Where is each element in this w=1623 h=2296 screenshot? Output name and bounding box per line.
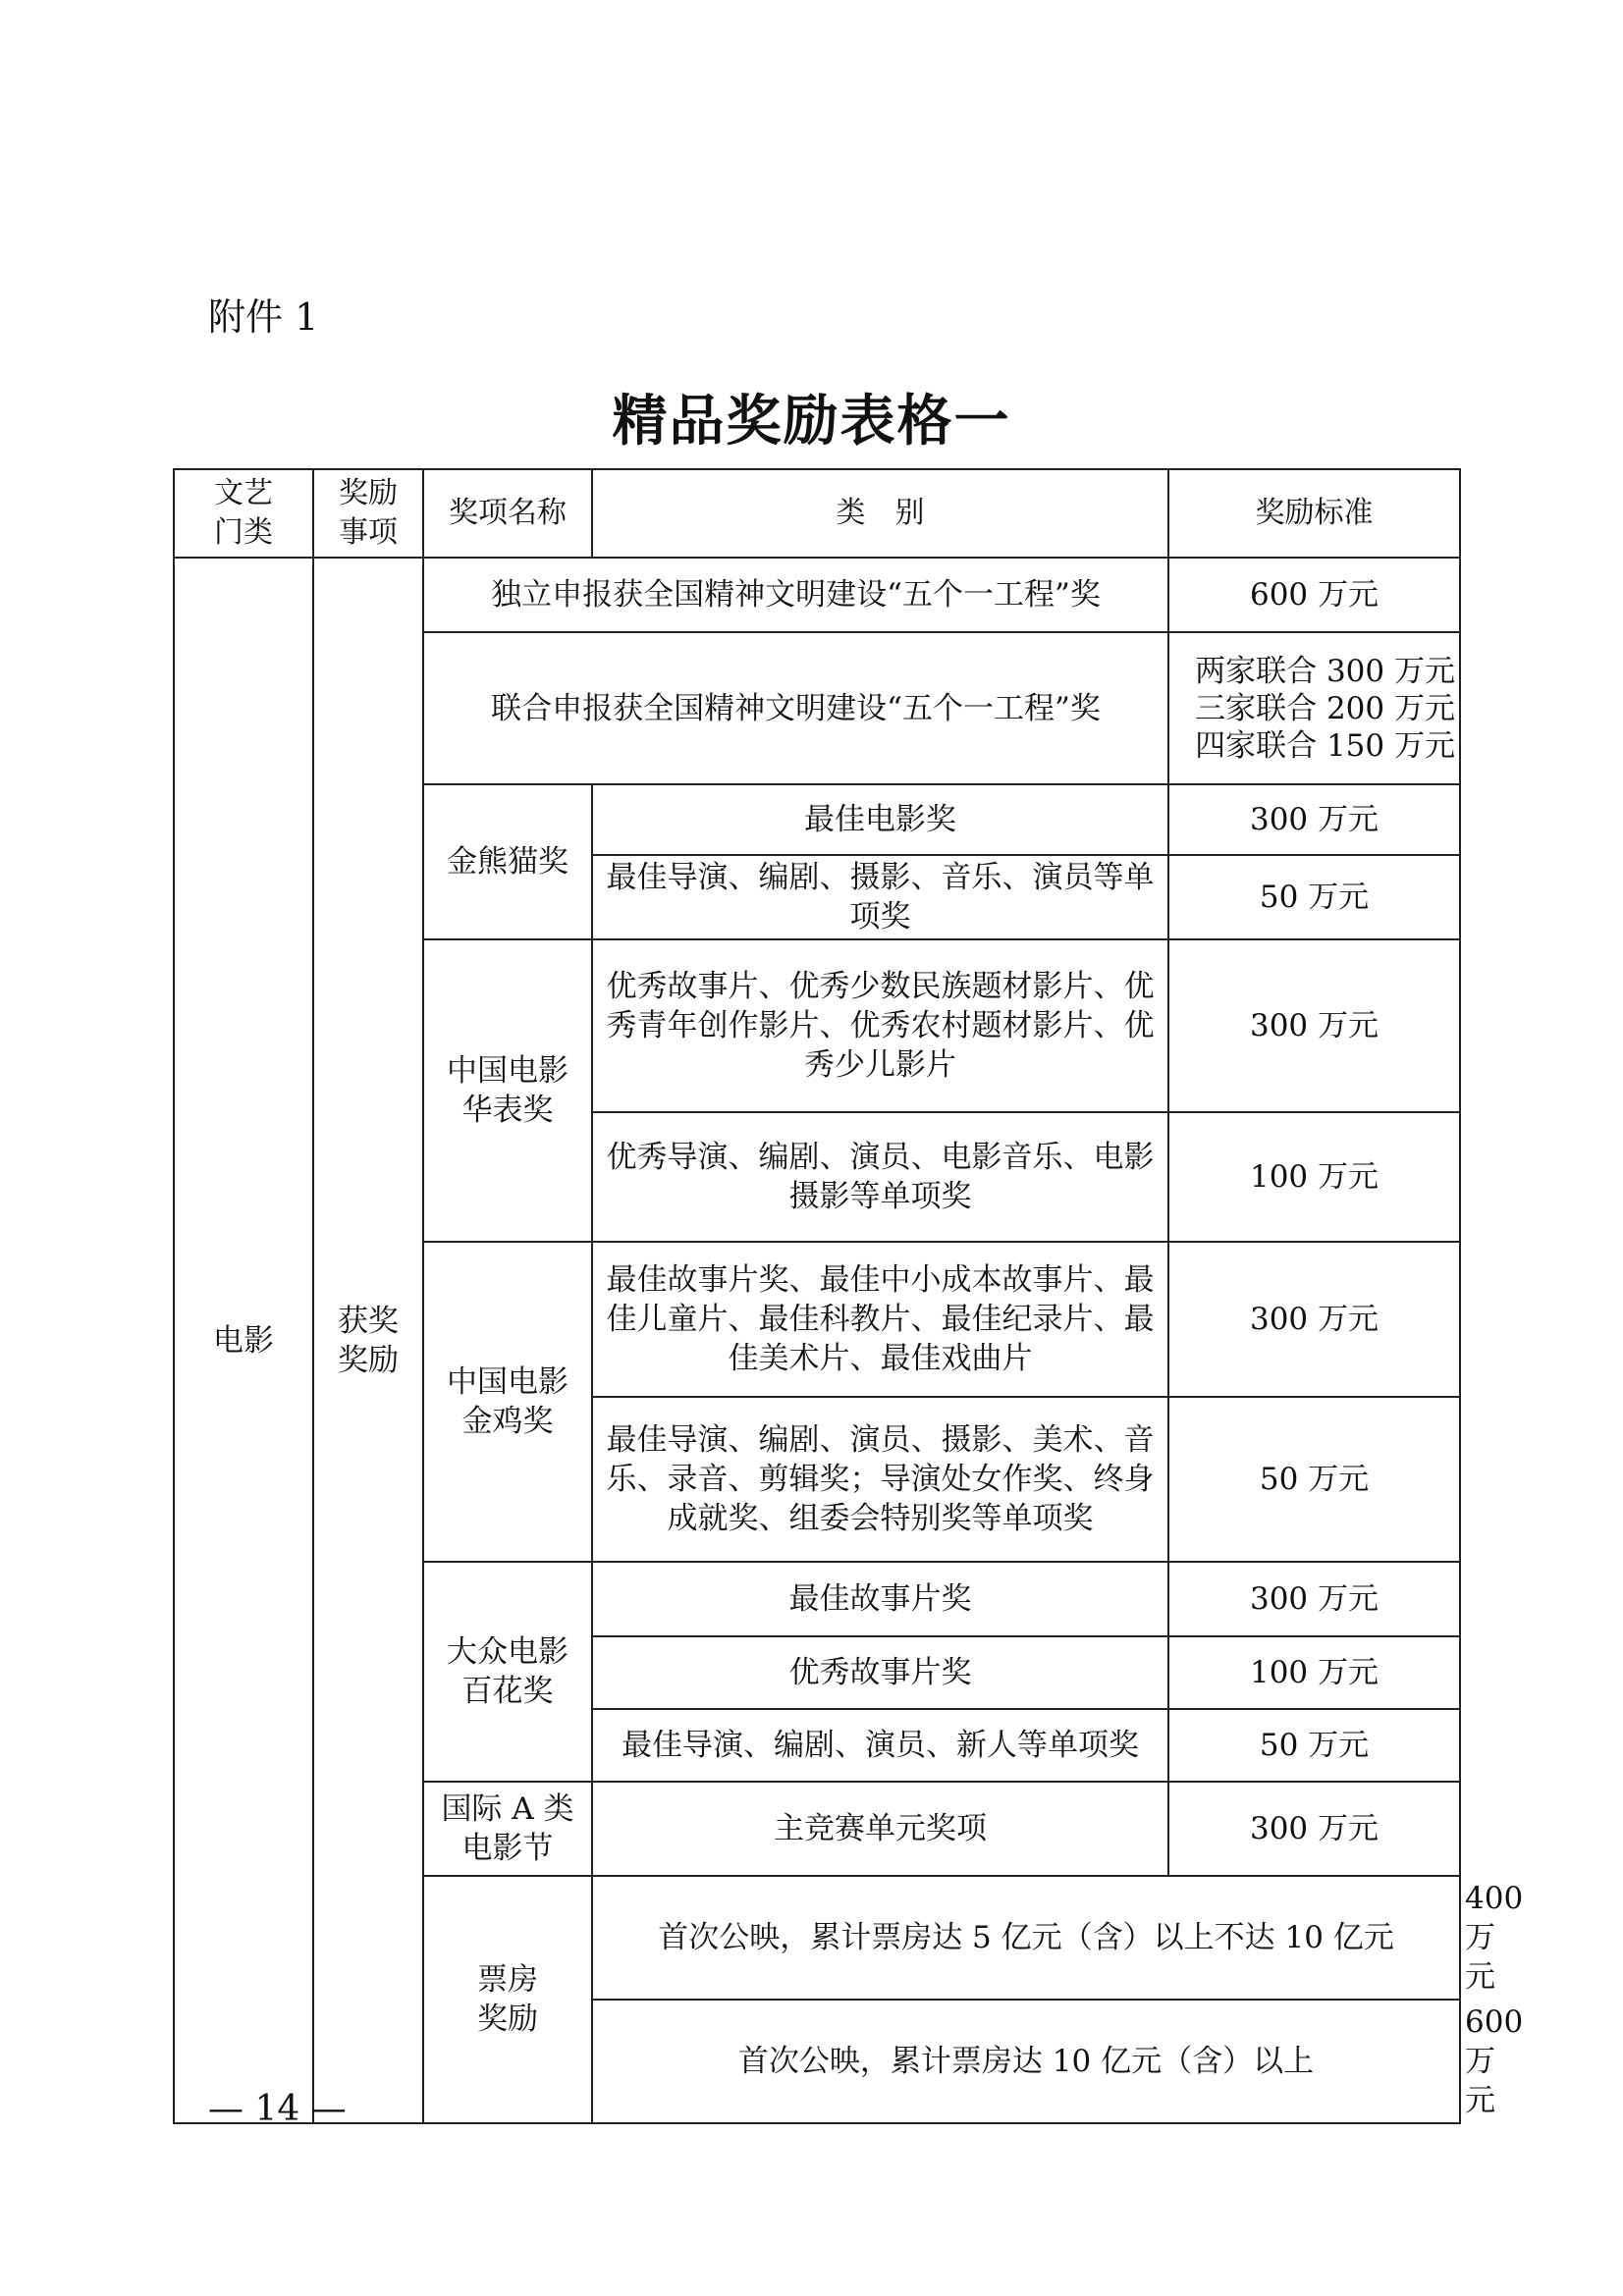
table-row: 票房 奖励 首次公映，累计票房达 5 亿元（含）以上不达 10 亿元 400 万元: [174, 1876, 1460, 2000]
wuge-joint-desc: 联合申报获全国精神文明建设“五个一工程”奖: [423, 632, 1168, 784]
baihua-amount-b: 100 万元: [1168, 1636, 1460, 1709]
baihua-amount-a: 300 万元: [1168, 1562, 1460, 1636]
baihua-amount-c: 50 万元: [1168, 1709, 1460, 1782]
panda-type-b: 最佳导演、编剧、摄影、音乐、演员等单项奖: [592, 855, 1168, 939]
huabiao-amount-b: 100 万元: [1168, 1112, 1460, 1242]
jinji-type-a: 最佳故事片奖、最佳中小成本故事片、最佳儿童片、最佳科教片、最佳纪录片、最佳美术片、最佳戏曲片: [592, 1242, 1168, 1397]
header-type: 类 别: [592, 469, 1168, 558]
baihua-type-a: 最佳故事片奖: [592, 1562, 1168, 1636]
jinji-type-b: 最佳导演、编剧、演员、摄影、美术、音乐、录音、剪辑奖；导演处女作奖、终身成就奖、组委会特别奖等单项奖: [592, 1397, 1168, 1562]
baihua-type-c: 最佳导演、编剧、演员、新人等单项奖: [592, 1709, 1168, 1782]
huabiao-type-b: 优秀导演、编剧、演员、电影音乐、电影摄影等单项奖: [592, 1112, 1168, 1242]
wuge-single-desc: 独立申报获全国精神文明建设“五个一工程”奖: [423, 558, 1168, 632]
award-name-huabiao: 中国电影 华表奖: [423, 939, 592, 1242]
festival-type-a: 主竞赛单元奖项: [592, 1782, 1168, 1876]
table-row: 首次公映，累计票房达 10 亿元（含）以上 600 万元: [174, 2000, 1460, 2123]
award-name-festival: 国际 A 类 电影节: [423, 1782, 592, 1876]
panda-amount-a: 300 万元: [1168, 784, 1460, 855]
awards-table: [173, 468, 1524, 2124]
huabiao-amount-a: 300 万元: [1168, 939, 1460, 1112]
table-header-row: [174, 469, 1460, 558]
jinji-amount-a: 300 万元: [1168, 1242, 1460, 1397]
award-name-jinji: 中国电影 金鸡奖: [423, 1242, 592, 1562]
attachment-label: 附件 1: [208, 295, 319, 339]
box-office-desc-1: 首次公映，累计票房达 5 亿元（含）以上不达 10 亿元: [592, 1876, 1460, 2000]
item-awards-cell: 获奖 奖励: [313, 558, 423, 2123]
panda-type-a: 最佳电影奖: [592, 784, 1168, 855]
baihua-type-b: 优秀故事片奖: [592, 1636, 1168, 1709]
huabiao-type-a: 优秀故事片、优秀少数民族题材影片、优秀青年创作影片、优秀农村题材影片、优秀少儿影片: [592, 939, 1168, 1112]
item-box-office-cell: 票房 奖励: [423, 1876, 592, 2123]
wuge-single-amount: 600 万元: [1168, 558, 1460, 632]
jinji-amount-b: 50 万元: [1168, 1397, 1460, 1562]
award-name-panda: 金熊猫奖: [423, 784, 592, 939]
table-row: [174, 558, 1460, 632]
panda-amount-b: 50 万元: [1168, 855, 1460, 939]
header-category: 文艺 门类: [174, 469, 313, 558]
page-title: 精品奖励表格一: [612, 389, 1011, 454]
header-item: 奖励 事项: [313, 469, 423, 558]
category-cell: 电影: [174, 558, 313, 2123]
header-award-name: 奖项名称: [423, 469, 592, 558]
festival-amount-a: 300 万元: [1168, 1782, 1460, 1876]
box-office-desc-2: 首次公映，累计票房达 10 亿元（含）以上: [592, 2000, 1460, 2123]
page-number: — 14 —: [208, 2089, 347, 2129]
header-standard: 奖励标准: [1168, 469, 1460, 558]
award-name-baihua: 大众电影 百花奖: [423, 1562, 592, 1782]
wuge-joint-amount: 两家联合 300 万元 三家联合 200 万元 四家联合 150 万元: [1168, 632, 1460, 784]
